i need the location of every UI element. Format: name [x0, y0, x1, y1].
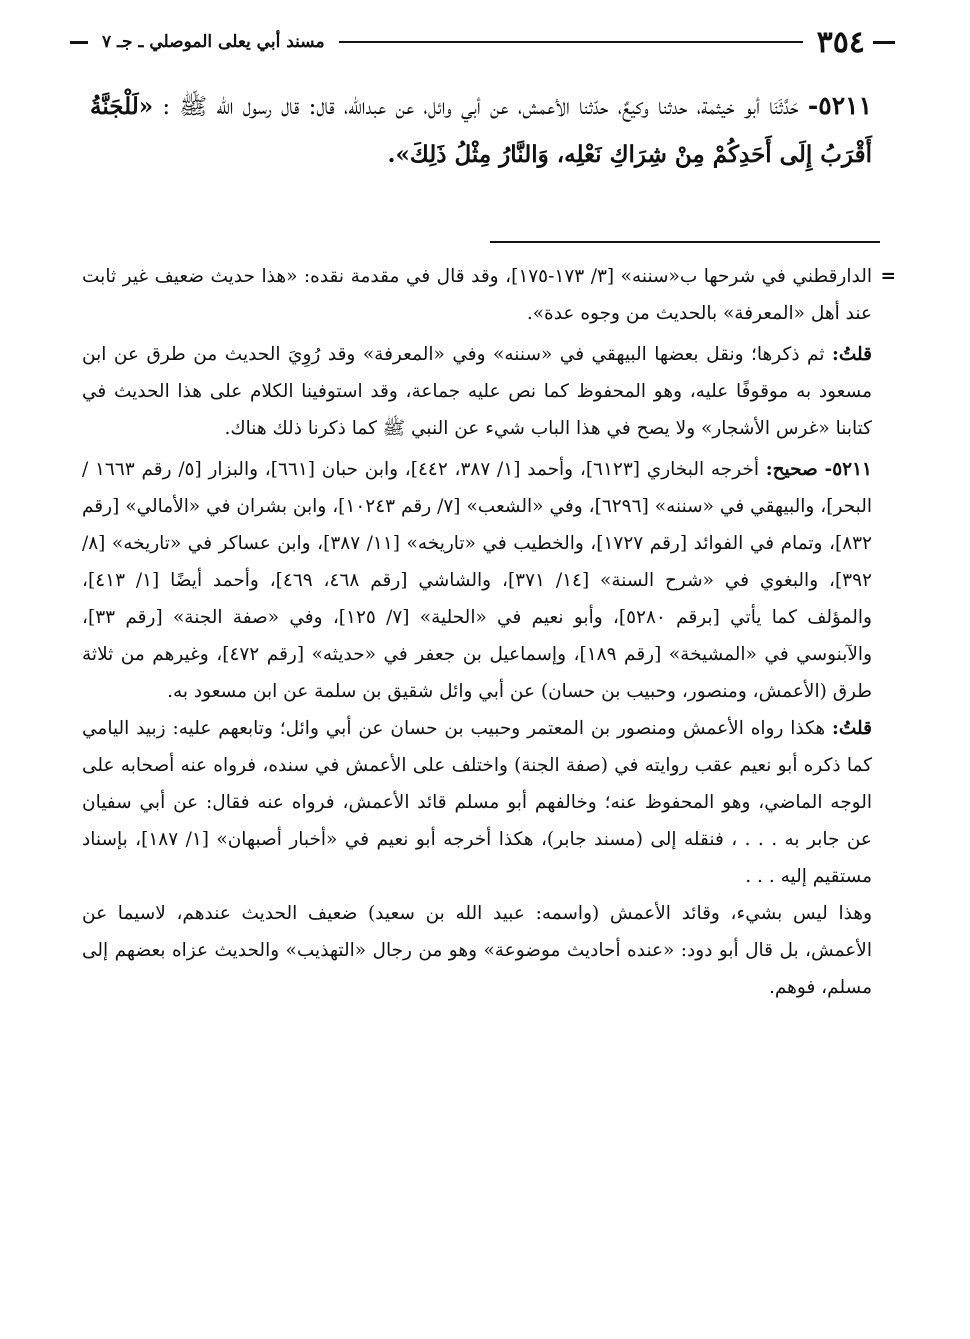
- takhrij-number: ٥٢١١-: [824, 459, 872, 480]
- header-dash-end: [70, 41, 88, 44]
- hadith-isnad: حَدَّثَنَا أبو خيثمة، حدثنا وكيعٌ، حدّثنا الأعمش، عن أبي وائل، عن عبدالله، قال: قال رسول الله ﷺ :: [162, 94, 799, 120]
- takhrij-grade: صحيح:: [765, 459, 818, 480]
- qult-label: قلتُ:: [832, 718, 872, 739]
- hadith-matn: «لَلْجَنَّةُ أَقْرَبُ إِلَى أَحَدِكُمْ مِنْ شِرَاكِ نَعْلِه، وَالنَّارُ مِثْلُ ذَلِكَ».: [90, 93, 872, 168]
- qult-text: هكذا رواه الأعمش ومنصور بن المعتمر وحبيب بن حسان عن أبي وائل؛ وتابعهم عليه: زبيد اليامي كما ذكره أبو نعيم عقب روايته في (صفة الجنة) واختلف على الأعمش في سنده، فرواه عنه أصحابه على الوجه الماضي، وهو المحفوظ عنه؛ وخالفهم أبو مسلم قائد الأعمش، فرواه عنه فقال: عن أبي سفيان عن جابر به . . . ، فنقله إلى (مسند جابر)، هكذا أخرجه أبو نعيم في «أخبار أصبهان» [١/ ١٨٧]، بإسناد مستقيم إليه . . .: [82, 718, 872, 887]
- header-rule: [339, 41, 803, 43]
- running-title: مسند أبي يعلى الموصلي ـ جـ ٧: [102, 32, 325, 52]
- qult-text: ثم ذكرها؛ ونقل بعضها البيهقي في «سننه» وفي «المعرفة» وقد رُوِيَ الحديث من طرق عن ابن مسعود به موقوفًا عليه، وهو المحفوظ كما نص عليه جماعة، وقد استوفينا الكلام على هذا الحديث في كتابنا «غرس الأشجار» ولا يصح في هذا الباب شيء عن النبي ﷺ كما ذكرنا ذلك هناك.: [82, 344, 872, 439]
- footnote-continuation: [82, 258, 896, 332]
- note-final: [82, 895, 872, 1006]
- hadith-text: [90, 82, 872, 179]
- note-qult-2: [82, 710, 872, 895]
- running-header: [70, 22, 895, 62]
- note-qult-1: [82, 336, 872, 447]
- footnote-separator: [490, 241, 880, 243]
- continuation-text: الدارقطني في شرحها ب«سننه» [٣/ ١٧٣-١٧٥]، وقد قال في مقدمة نقده: «هذا حديث ضعيف غير ثابت عند أهل «المعرفة» بالحديث من وجوه عدة».: [82, 266, 872, 324]
- qult-label: قلتُ:: [832, 344, 872, 365]
- takhrij-text: أخرجه البخاري [٦١٢٣]، وأحمد [١/ ٣٨٧، ٤٤٢]، وابن حبان [٦٦١]، والبزار [٥/ رقم ١٦٦٣ / البحر]، والبيهقي في «سننه» [٦٢٩٦]، وفي «الشعب» [٧/ رقم ١٠٢٤٣]، وابن بشران في «الأمالي» [رقم ٨٣٢]، وتمام في الفوائد [رقم ١٧٢٧]، والخطيب في «تاريخه» [١١/ ٣٨٧]، وابن عساكر في «تاريخه» [٨/ ٣٩٢]، والبغوي في «شرح السنة» [١٤/ ٣٧١]، والشاشي [رقم ٤٦٨، ٤٦٩]، وأحمد أيضًا [١/ ٤١٣]، والمؤلف كما يأتي [برقم ٥٢٨٠]، وأبو نعيم في «الحلية» [٧/ ١٢٥]، وفي «صفة الجنة» [رقم ٣٣]، والآبنوسي في «المشيخة» [رقم ١٨٩]، وإسماعيل بن جعفر في «حديثه» [رقم ٤٧٢]، وغيرهم من ثلاثة طرق (الأعمش، ومنصور، وحبيب بن حسان) عن أبي وائل شقيق بن سلمة عن ابن مسعود به.: [82, 459, 873, 702]
- continuation-mark: =: [880, 266, 896, 287]
- footnotes: [82, 258, 896, 1006]
- hadith-number: ٥٢١١-: [807, 91, 873, 120]
- header-dash: [873, 41, 895, 44]
- final-text: وهذا ليس بشيء، وقائد الأعمش (واسمه: عبيد الله بن سعيد) ضعيف الحديث عندهم، لاسيما عن الأعمش، بل قال أبو دود: «عنده أحاديث موضوعة» وهو من رجال «التهذيب» والحديث عزاه بعضهم إلى مسلم، فوهم.: [82, 903, 872, 998]
- page-number: ٣٥٤: [816, 24, 865, 60]
- note-takhrij: [82, 451, 872, 710]
